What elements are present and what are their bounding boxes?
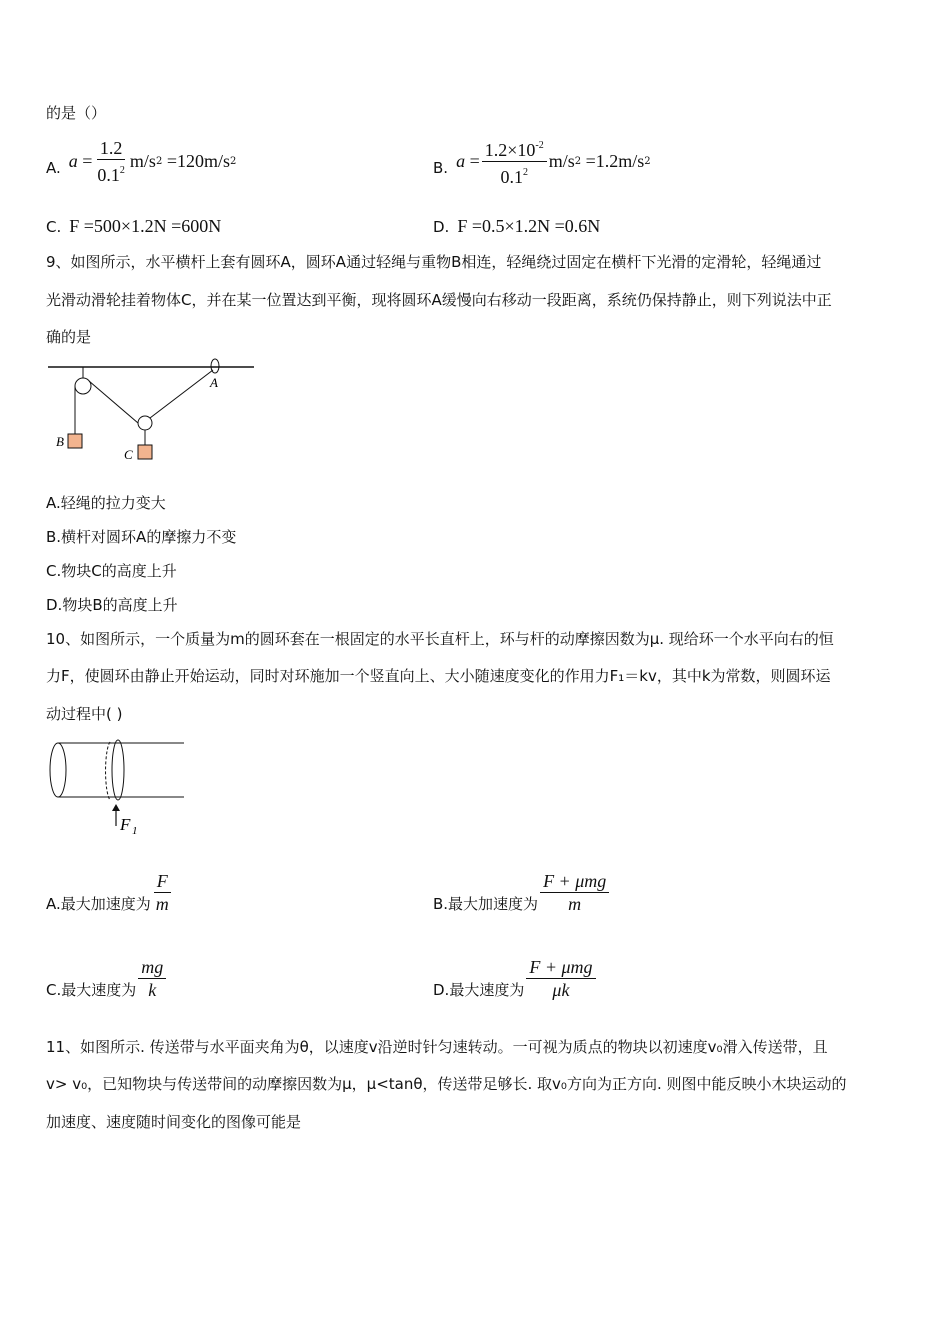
ring-hidden-edge [106,742,110,800]
q10-rod-figure [44,734,194,844]
force-label: F [120,815,131,834]
q8-option-b-label: B. [433,159,449,177]
q8-option-d: D. F =0.5×1.2N =0.6N [433,216,601,236]
q11-text-line-3: 加速度、速度随时间变化的图像可能是 [46,1113,302,1131]
q8-option-b: B. a = $\frac{1.2\times 10^{-2}}{0.1^2}$ m/s 2 =1.2m/s 2 [433,136,651,186]
movable-pulley [138,416,152,430]
q10-a-fraction: $\frac{F}{m}$ [155,870,169,914]
q8-a-lhs: a [68,150,78,171]
q9-option-d: D.物块B的高度上升 [46,596,178,614]
q8-a-fraction: $\frac{1.2}{0.1^2}$ [97,137,125,185]
q10-text-line-2: 力F，使圆环由静止开始运动，同时对环施加一个竖直向上、大小随速度变化的作用力F₁＝kv，其中k为常数，则圆环运 [46,667,831,685]
ring-a [211,359,219,373]
ring [112,740,124,800]
rod-end [50,743,66,797]
block-b [68,434,82,448]
q8-b-unit: m/s [548,150,575,171]
q10-option-c: C.最大速度为 $\frac{mg}{k}$ [46,952,168,1004]
q8-d-expr: F =0.5×1.2N =0.6N [457,216,601,236]
q9-text-line-1: 9、如图所示，水平横杆上套有圆环A，圆环A通过轻绳与重物B相连，轻绳绕过固定在横杆下光滑的定滑轮，轻绳通过 [46,253,822,271]
q8-a-result: =120m/s [166,150,230,171]
q8-b-result: =1.2m/s [585,150,645,171]
q8-option-a-label: A. [46,159,61,177]
rope-left-segment [89,381,138,423]
block-b-label: B [56,434,64,449]
q8-question-tail: 的是（） [46,104,107,122]
block-c [138,445,152,459]
q10-option-b: B.最大加速度为 $\frac{\text{F + μmg}}{m}$ [433,866,611,918]
q11-text-line-2: v> v₀，已知物块与传送带间的动摩擦因数为μ，μ<tanθ，传送带足够长. 取v₀方向为正方向. 则图中能反映小木块运动的 [46,1075,847,1093]
q8-option-c: C. F =500×1.2N =600N [46,216,222,236]
ring-a-label: A [210,375,218,390]
fixed-pulley [75,378,91,394]
q8-b-lhs: a [456,150,466,171]
q9-pulley-figure [40,352,270,472]
rope-right-segment [150,370,213,418]
force-arrow-head [112,804,120,811]
q9-option-c: C.物块C的高度上升 [46,562,177,580]
force-label-subscript: 1 [132,825,138,837]
q9-text-line-3: 确的是 [46,328,92,346]
q10-text-line-3: 动过程中( ) [46,705,123,723]
q8-a-unit: m/s [129,150,156,171]
q10-b-fraction: $\frac{\text{F + μmg}}{m}$ [540,871,609,914]
block-c-label: C [124,447,133,462]
q8-b-fraction: $\frac{1.2\times 10^{-2}}{0.1^2}$ [482,136,547,187]
q10-option-a: A.最大加速度为 $\frac{F}{m}$ [46,866,174,918]
q9-option-b: B.横杆对圆环A的摩擦力不变 [46,528,237,546]
q9-text-line-2: 光滑动滑轮挂着物体C，并在某一位置达到平衡，现将圆环A缓慢向右移动一段距离，系统仍保持静止，则下列说法中正 [46,291,832,309]
q8-option-a: A. a = $\frac{1.2}{0.1^2}$ m/s 2 =120m/s 2 [46,137,237,185]
q10-d-fraction: $\frac{\text{F + μmg}}{\mu k}$ [526,957,595,1000]
q9-option-a: A.轻绳的拉力变大 [46,494,166,512]
q11-text-line-1: 11、如图所示. 传送带与水平面夹角为θ，以速度v沿逆时针匀速转动。一可视为质点的物块以初速度v₀滑入传送带，且 [46,1038,828,1056]
q10-c-fraction: $\frac{mg}{k}$ [138,957,166,1000]
q8-c-expr: F =500×1.2N =600N [69,216,222,236]
q10-option-d: D.最大速度为 $\frac{\text{F + μmg}}{\mu k}$ [433,952,598,1004]
q10-text-line-1: 10、如图所示，一个质量为m的圆环套在一根固定的水平长直杆上，环与杆的动摩擦因数为μ. 现给环一个水平向右的恒 [46,630,834,648]
